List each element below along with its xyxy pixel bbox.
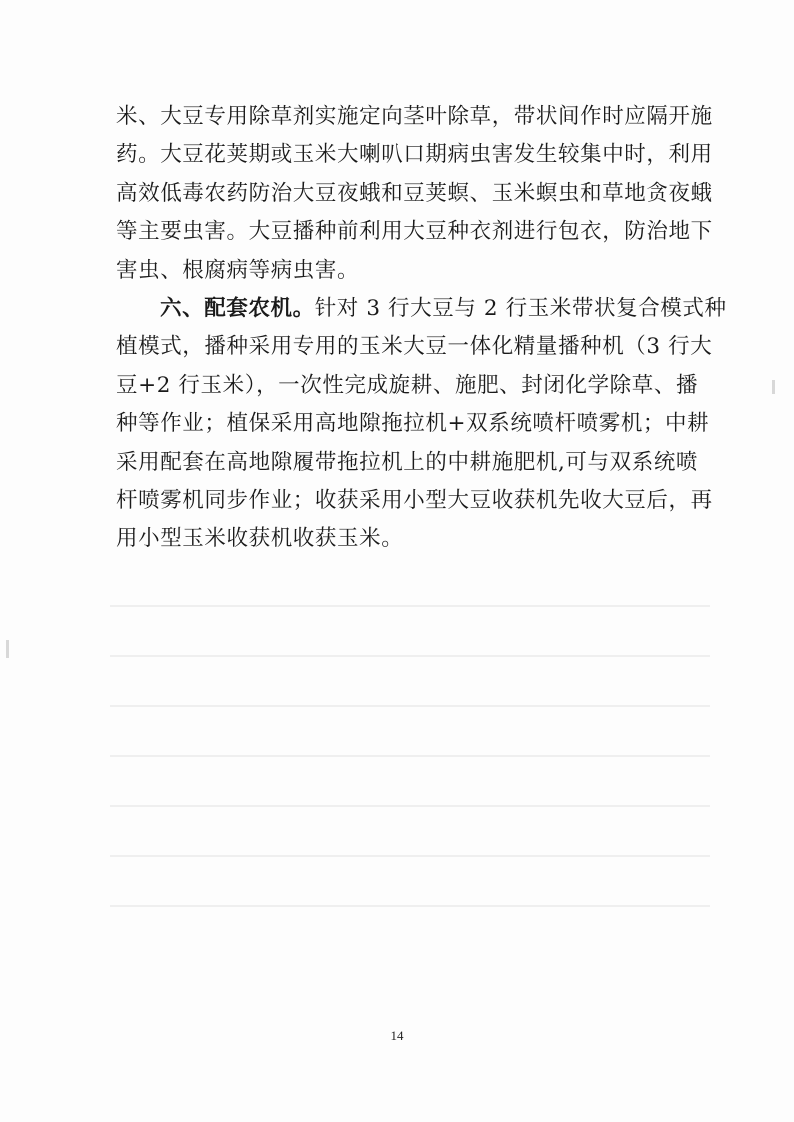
paragraph-machinery xyxy=(116,290,727,559)
text-line: 米、大豆专用除草剂实施定向茎叶除草，带状间作时应隔开施 xyxy=(116,104,713,129)
text-line: 采用配套在高地隙履带拖拉机上的中耕施肥机,可与双系统喷 xyxy=(116,449,699,475)
text-line: 等主要虫害。大豆播种前利用大豆种衣剂进行包衣，防治地下 xyxy=(116,219,713,245)
text-line: 豆+2 行玉米），一次性完成旋耕、施肥、封闭化学除草、播 xyxy=(116,372,699,398)
section-heading: 六、配套农机。 xyxy=(160,296,315,322)
bleed-through-line xyxy=(110,905,710,907)
scan-edge-mark xyxy=(772,380,775,394)
text-line-with-heading xyxy=(116,290,727,328)
page-number: 14 xyxy=(390,1028,404,1043)
scan-edge-mark xyxy=(6,640,9,658)
text-line-rest: 针对 3 行大豆与 2 行玉米带状复合模式种 xyxy=(314,296,727,322)
bleed-through-line xyxy=(110,805,710,807)
text-line: 植模式，播种采用专用的玉米大豆一体化精量播种机（3 行大 xyxy=(116,334,713,360)
paragraph-pest-control xyxy=(116,98,713,290)
bleed-through-line xyxy=(110,755,710,757)
bleed-through-line xyxy=(110,605,710,607)
body-text xyxy=(116,98,727,559)
text-line: 害虫、根腐病等病虫害。 xyxy=(116,257,360,283)
bleed-through-line xyxy=(110,655,710,657)
bleed-through-line xyxy=(110,705,710,707)
text-line: 种等作业；植保采用高地隙拖拉机+双系统喷杆喷雾机；中耕 xyxy=(116,411,710,437)
text-line: 杆喷雾机同步作业；收获采用小型大豆收获机先收大豆后，再 xyxy=(116,488,713,514)
text-line: 高效低毒农药防治大豆夜蛾和豆荚螟、玉米螟虫和草地贪夜蛾 xyxy=(116,180,713,206)
text-line: 用小型玉米收获机收获玉米。 xyxy=(116,526,404,552)
text-line: 药。大豆花荚期或玉米大喇叭口期病虫害发生较集中时，利用 xyxy=(116,142,713,168)
bleed-through-line xyxy=(110,855,710,857)
